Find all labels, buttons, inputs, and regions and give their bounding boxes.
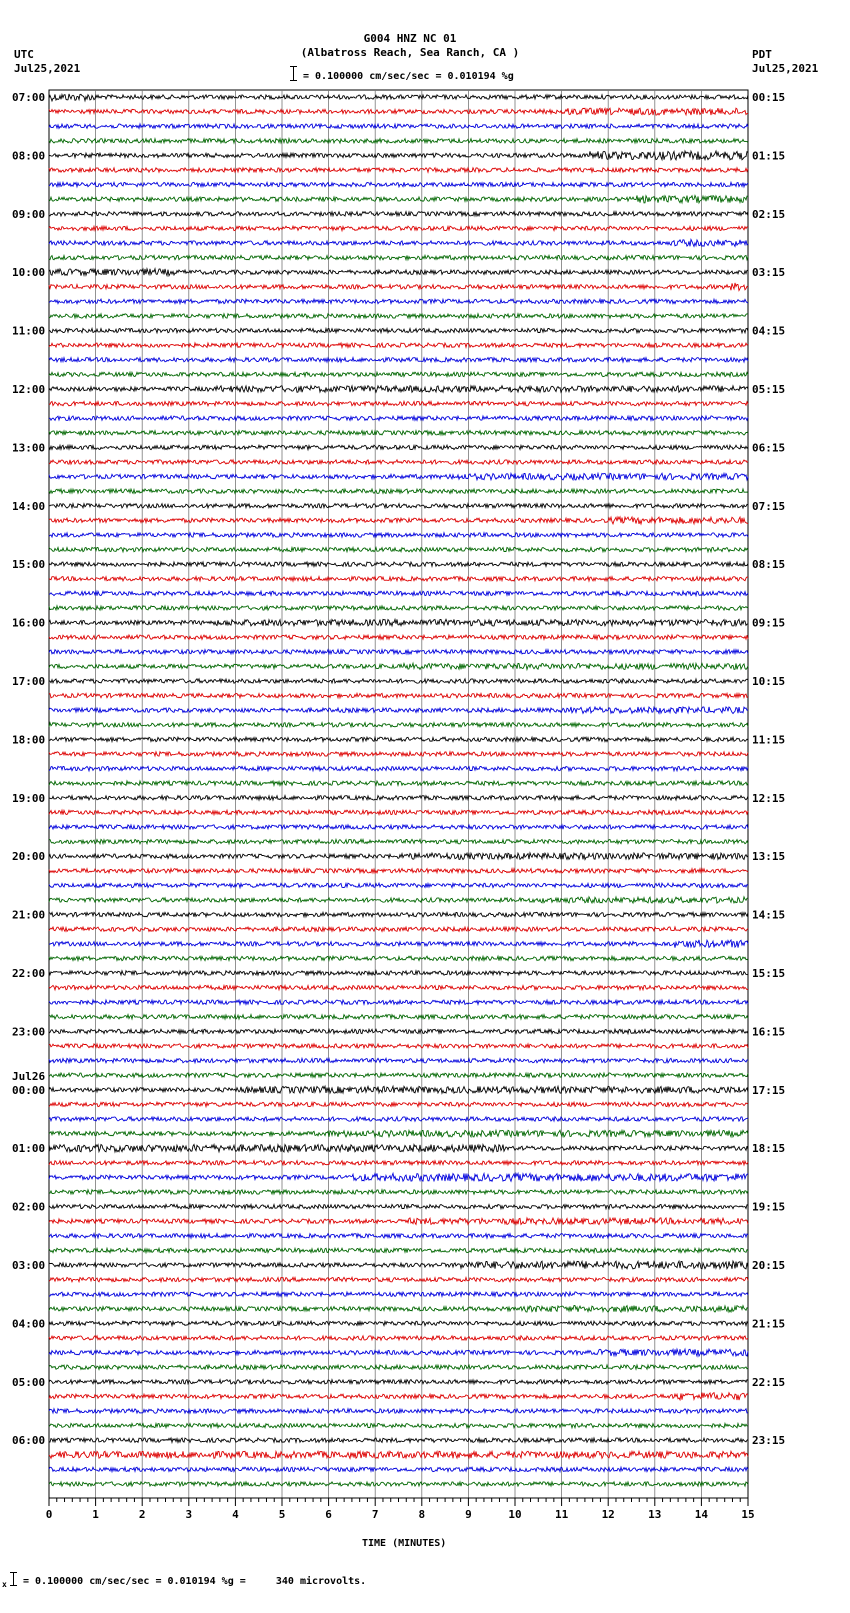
- trace-line: [49, 445, 748, 449]
- trace-line: [49, 1306, 748, 1313]
- trace-line: [49, 707, 748, 714]
- trace-line: [49, 810, 748, 814]
- trace-line: [49, 255, 748, 259]
- utc-hour-label: 11:00: [12, 324, 46, 338]
- trace-line: [49, 781, 748, 785]
- left-timezone: UTC: [14, 48, 34, 61]
- pdt-hour-label: 12:15: [752, 791, 786, 805]
- utc-hour-label: 12:00: [12, 383, 46, 396]
- trace-line: [49, 1380, 748, 1384]
- utc-hour-label: 19:00: [12, 791, 46, 805]
- trace-line: [49, 1261, 748, 1269]
- utc-hour-label: 22:00: [12, 967, 46, 980]
- trace-line: [49, 635, 748, 639]
- trace-line: [49, 431, 748, 435]
- right-timezone: PDT: [752, 48, 772, 61]
- pdt-hour-label: 21:15: [752, 1317, 786, 1331]
- trace-line: [49, 1365, 748, 1369]
- trace-line: [49, 883, 748, 887]
- pdt-hour-label: 16:15: [752, 1025, 786, 1039]
- trace-line: [49, 1145, 748, 1152]
- x-tick-label: 11: [554, 1508, 569, 1521]
- trace-line: [49, 182, 748, 186]
- trace-line: [49, 1218, 748, 1225]
- trace-line: [49, 1349, 748, 1356]
- utc-hour-label: 17:00: [12, 675, 46, 688]
- trace-line: [49, 196, 748, 203]
- utc-hour-label: 14:00: [12, 499, 46, 513]
- trace-line: [49, 269, 748, 276]
- trace-line: [49, 489, 748, 493]
- x-tick-label: 15: [741, 1508, 755, 1521]
- trace-line: [49, 853, 748, 860]
- footer-scale-bar-icon: [13, 1572, 14, 1586]
- trace-line: [49, 283, 748, 291]
- pdt-hour-label: 01:15: [752, 149, 786, 163]
- x-tick-label: 1: [92, 1508, 99, 1521]
- left-date: Jul25,2021: [14, 62, 81, 75]
- pdt-hour-label: 19:15: [752, 1200, 786, 1214]
- pdt-hour-label: 04:15: [752, 324, 786, 338]
- pdt-hour-label: 00:15: [752, 91, 786, 104]
- trace-line: [49, 1393, 748, 1401]
- trace-line: [49, 1161, 748, 1165]
- station-title: G004 HNZ NC 01: [363, 32, 457, 45]
- trace-line: [49, 940, 748, 948]
- trace-line: [49, 577, 748, 581]
- station-location: (Albatross Reach, Sea Ranch, CA ): [300, 46, 520, 59]
- trace-line: [49, 108, 748, 115]
- trace-line: [49, 328, 748, 332]
- trace-line: [49, 927, 748, 931]
- pdt-hour-label: 09:15: [752, 616, 786, 630]
- trace-line: [49, 825, 748, 829]
- trace-line: [49, 1073, 748, 1077]
- pdt-hour-label: 06:15: [752, 441, 786, 455]
- trace-line: [49, 358, 748, 362]
- utc-hour-label: 02:00: [12, 1200, 46, 1214]
- trace-line: [49, 971, 748, 975]
- pdt-hour-label: 22:15: [752, 1375, 786, 1389]
- utc-hour-label: 03:00: [12, 1259, 46, 1272]
- trace-line: [49, 650, 748, 654]
- pdt-hour-label: 10:15: [752, 675, 786, 688]
- trace-line: [49, 212, 748, 216]
- trace-line: [49, 1000, 748, 1004]
- utc-hour-label: 06:00: [12, 1434, 46, 1448]
- pdt-hour-label: 23:15: [752, 1434, 786, 1448]
- trace-line: [49, 1117, 748, 1121]
- x-axis-label: TIME (MINUTES): [362, 1538, 447, 1549]
- pdt-hour-label: 08:15: [752, 558, 786, 572]
- trace-line: [49, 1438, 748, 1442]
- trace-line: [49, 591, 748, 595]
- trace-line: [49, 796, 748, 800]
- trace-line: [49, 343, 748, 347]
- pdt-hour-label: 03:15: [752, 266, 786, 280]
- utc-hour-label: 05:00: [12, 1375, 46, 1389]
- trace-line: [49, 1173, 748, 1181]
- pdt-hour-label: 17:15: [752, 1083, 786, 1097]
- trace-line: [49, 1190, 748, 1194]
- trace-line: [49, 1277, 748, 1281]
- trace-line: [49, 504, 748, 508]
- trace-line: [49, 299, 748, 303]
- utc-hour-label: 18:00: [12, 733, 46, 747]
- trace-line: [49, 1467, 748, 1471]
- trace-line: [49, 1423, 748, 1427]
- trace-line: [49, 619, 748, 626]
- trace-line: [49, 737, 748, 741]
- x-tick-label: 8: [418, 1508, 426, 1521]
- trace-line: [49, 693, 748, 697]
- trace-line: [49, 240, 748, 247]
- trace-line: [49, 314, 748, 318]
- utc-hour-label: 07:00: [12, 91, 46, 104]
- trace-line: [49, 606, 748, 610]
- trace-line: [49, 1102, 748, 1106]
- trace-line: [49, 517, 748, 524]
- x-tick-label: 14: [694, 1508, 709, 1521]
- utc-hour-label: 10:00: [12, 266, 46, 280]
- utc-hour-label: 21:00: [12, 908, 46, 922]
- trace-line: [49, 1409, 748, 1413]
- trace-line: [49, 139, 748, 143]
- pdt-hour-label: 18:15: [752, 1142, 786, 1156]
- trace-line: [49, 766, 748, 770]
- trace-line: [49, 547, 748, 551]
- trace-line: [49, 562, 748, 566]
- trace-line: [49, 473, 748, 480]
- scale-text: = 0.100000 cm/sec/sec = 0.010194 %g: [303, 71, 514, 82]
- pdt-hour-label: 15:15: [752, 967, 786, 980]
- right-date: Jul25,2021: [752, 62, 819, 75]
- utc-hour-label: 01:00: [12, 1142, 46, 1156]
- trace-line: [49, 1015, 748, 1019]
- trace-line: [49, 839, 748, 843]
- utc-hour-label: 09:00: [12, 207, 46, 221]
- trace-line: [49, 1321, 748, 1325]
- pdt-hour-label: 20:15: [752, 1259, 786, 1272]
- utc-hour-label: 23:00: [12, 1025, 46, 1039]
- date-change-label: Jul26: [12, 1069, 46, 1083]
- time-axis: [46, 1498, 755, 1521]
- utc-hour-label: 13:00: [12, 441, 46, 455]
- trace-line: [49, 1086, 748, 1093]
- seismic-traces: [49, 94, 748, 1486]
- trace-line: [49, 1336, 748, 1340]
- trace-line: [49, 460, 748, 464]
- trace-line: [49, 679, 748, 683]
- trace-line: [49, 912, 748, 916]
- x-tick-label: 5: [278, 1508, 286, 1521]
- x-tick-label: 9: [465, 1508, 472, 1521]
- pdt-hour-label: 14:15: [752, 908, 786, 922]
- trace-line: [49, 1292, 748, 1296]
- utc-hour-label: 20:00: [12, 850, 46, 864]
- trace-line: [49, 1234, 748, 1238]
- trace-line: [49, 151, 748, 160]
- trace-line: [49, 663, 748, 669]
- trace-line: [49, 956, 748, 960]
- utc-hour-label: 04:00: [12, 1317, 46, 1331]
- trace-line: [49, 1451, 748, 1458]
- utc-hour-label: 00:00: [12, 1083, 46, 1097]
- x-tick-label: 6: [325, 1508, 332, 1521]
- x-tick-label: 7: [371, 1508, 379, 1521]
- trace-line: [49, 226, 748, 230]
- trace-line: [49, 533, 748, 537]
- trace-line: [49, 401, 748, 405]
- trace-line: [49, 168, 748, 172]
- trace-line: [49, 723, 748, 727]
- trace-line: [49, 1482, 748, 1486]
- x-tick-label: 0: [45, 1508, 53, 1521]
- x-tick-label: 4: [232, 1508, 239, 1521]
- x-tick-label: 13: [648, 1508, 662, 1521]
- utc-hour-label: 16:00: [12, 616, 46, 630]
- trace-line: [49, 94, 748, 101]
- footer-prefix: x: [2, 1580, 7, 1589]
- utc-hour-label: 15:00: [12, 558, 46, 572]
- trace-line: [49, 124, 748, 128]
- x-tick-label: 3: [185, 1508, 193, 1521]
- trace-line: [49, 1029, 748, 1033]
- pdt-hour-label: 11:15: [752, 733, 786, 747]
- pdt-hour-label: 13:15: [752, 850, 786, 864]
- trace-line: [49, 1248, 748, 1252]
- trace-line: [49, 1058, 748, 1062]
- trace-line: [49, 372, 748, 376]
- pdt-hour-label: 02:15: [752, 207, 786, 221]
- footer-scale-text: = 0.100000 cm/sec/sec = 0.010194 %g = 340 microvolts.: [23, 1576, 367, 1587]
- trace-line: [49, 386, 748, 393]
- trace-line: [49, 1204, 748, 1208]
- trace-line: [49, 985, 748, 989]
- trace-line: [49, 416, 748, 420]
- trace-line: [49, 752, 748, 756]
- x-tick-label: 12: [601, 1508, 615, 1521]
- trace-line: [49, 869, 748, 873]
- trace-line: [49, 1044, 748, 1048]
- pdt-hour-label: 07:15: [752, 499, 786, 513]
- trace-line: [49, 1130, 748, 1137]
- trace-line: [49, 897, 748, 903]
- utc-hour-label: 08:00: [12, 149, 46, 163]
- pdt-hour-label: 05:15: [752, 383, 786, 396]
- x-tick-label: 2: [138, 1508, 146, 1521]
- x-tick-label: 10: [508, 1508, 522, 1521]
